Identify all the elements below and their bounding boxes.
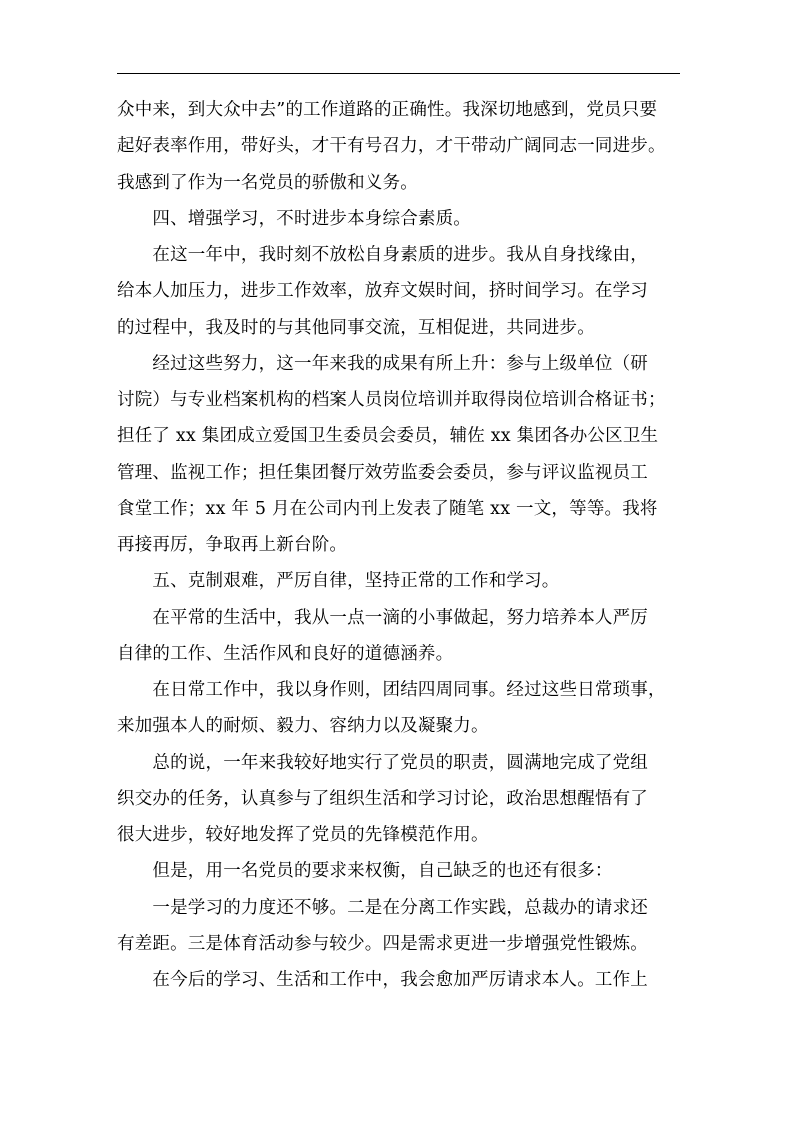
- text-line: 很大进步，较好地发挥了党员的先锋模范作用。: [117, 825, 489, 845]
- text-line: 的过程中，我及时的与其他同事交流，互相促进，共同进步。: [117, 317, 595, 338]
- text-line: 再接再厉，争取再上新台阶。: [117, 535, 348, 555]
- text-line: 在平常的生活中，我从一点一滴的小事做起，努力培养本人严厉: [117, 607, 648, 628]
- text-line: 在今后的学习、生活和工作中，我会愈加严厉请求本人。工作上: [117, 970, 648, 990]
- text-line: 总的说，一年来我较好地实行了党员的职责，圆满地完成了党组: [117, 752, 648, 773]
- text-line: 在这一年中，我时刻不放松自身素质的进步。我从自身找缘由，: [117, 245, 648, 265]
- section-heading: 四、增强学习，不时进步本身综合素质。: [117, 208, 471, 229]
- text-line: 自律的工作、生活作风和良好的道德涵养。: [117, 643, 454, 664]
- text-line: 有差距。三是体育活动参与较少。四是需求更进一步增强党性锻炼。: [117, 933, 648, 954]
- section-heading: 五、克制艰难，严厉自律，坚持正常的工作和学习。: [117, 571, 560, 592]
- text-line: 起好表率作用，带好头，才干有号召力，才干带动广阔同志一同进步。: [117, 136, 666, 157]
- text-line: 在日常工作中，我以身作则，团结四周同事。经过这些日常琐事，: [117, 680, 666, 700]
- text-line: 经过这些努力，这一年来我的成果有所上升：参与上级单位（研: [117, 353, 648, 374]
- text-line: 一是学习的力度还不够。二是在分离工作实践，总裁办的请求还: [117, 897, 648, 918]
- text-line: 管理、监视工作；担任集团餐厅效劳监委会委员，参与评议监视员工: [117, 462, 648, 483]
- text-line: 我感到了作为一名党员的骄傲和义务。: [117, 172, 418, 193]
- text-line: 食堂工作；xx 年 5 月在公司内刊上发表了随笔 xx 一文，等等。我将: [117, 498, 658, 519]
- text-line: 织交办的任务，认真参与了组织生活和学习讨论，政治思想醒悟有了: [117, 788, 648, 809]
- text-line: 但是，用一名党员的要求来权衡，自己缺乏的也还有很多：: [117, 861, 613, 882]
- text-line: 来加强本人的耐烦、毅力、容纳力以及凝聚力。: [117, 716, 489, 737]
- text-line: 讨院）与专业档案机构的档案人员岗位培训并取得岗位培训合格证书；: [117, 390, 666, 410]
- body-text: [117, 92, 680, 998]
- text-line: 给本人加压力，进步工作效率，放弃文娱时间，挤时间学习。在学习: [117, 281, 648, 302]
- text-line: 众中来，到大众中去”的工作道路的正确性。我深切地感到，党员只要: [117, 100, 658, 120]
- text-line: 担任了 xx 集团成立爱国卫生委员会委员，辅佐 xx 集团各办公区卫生: [117, 426, 659, 447]
- header-rule: [117, 73, 680, 74]
